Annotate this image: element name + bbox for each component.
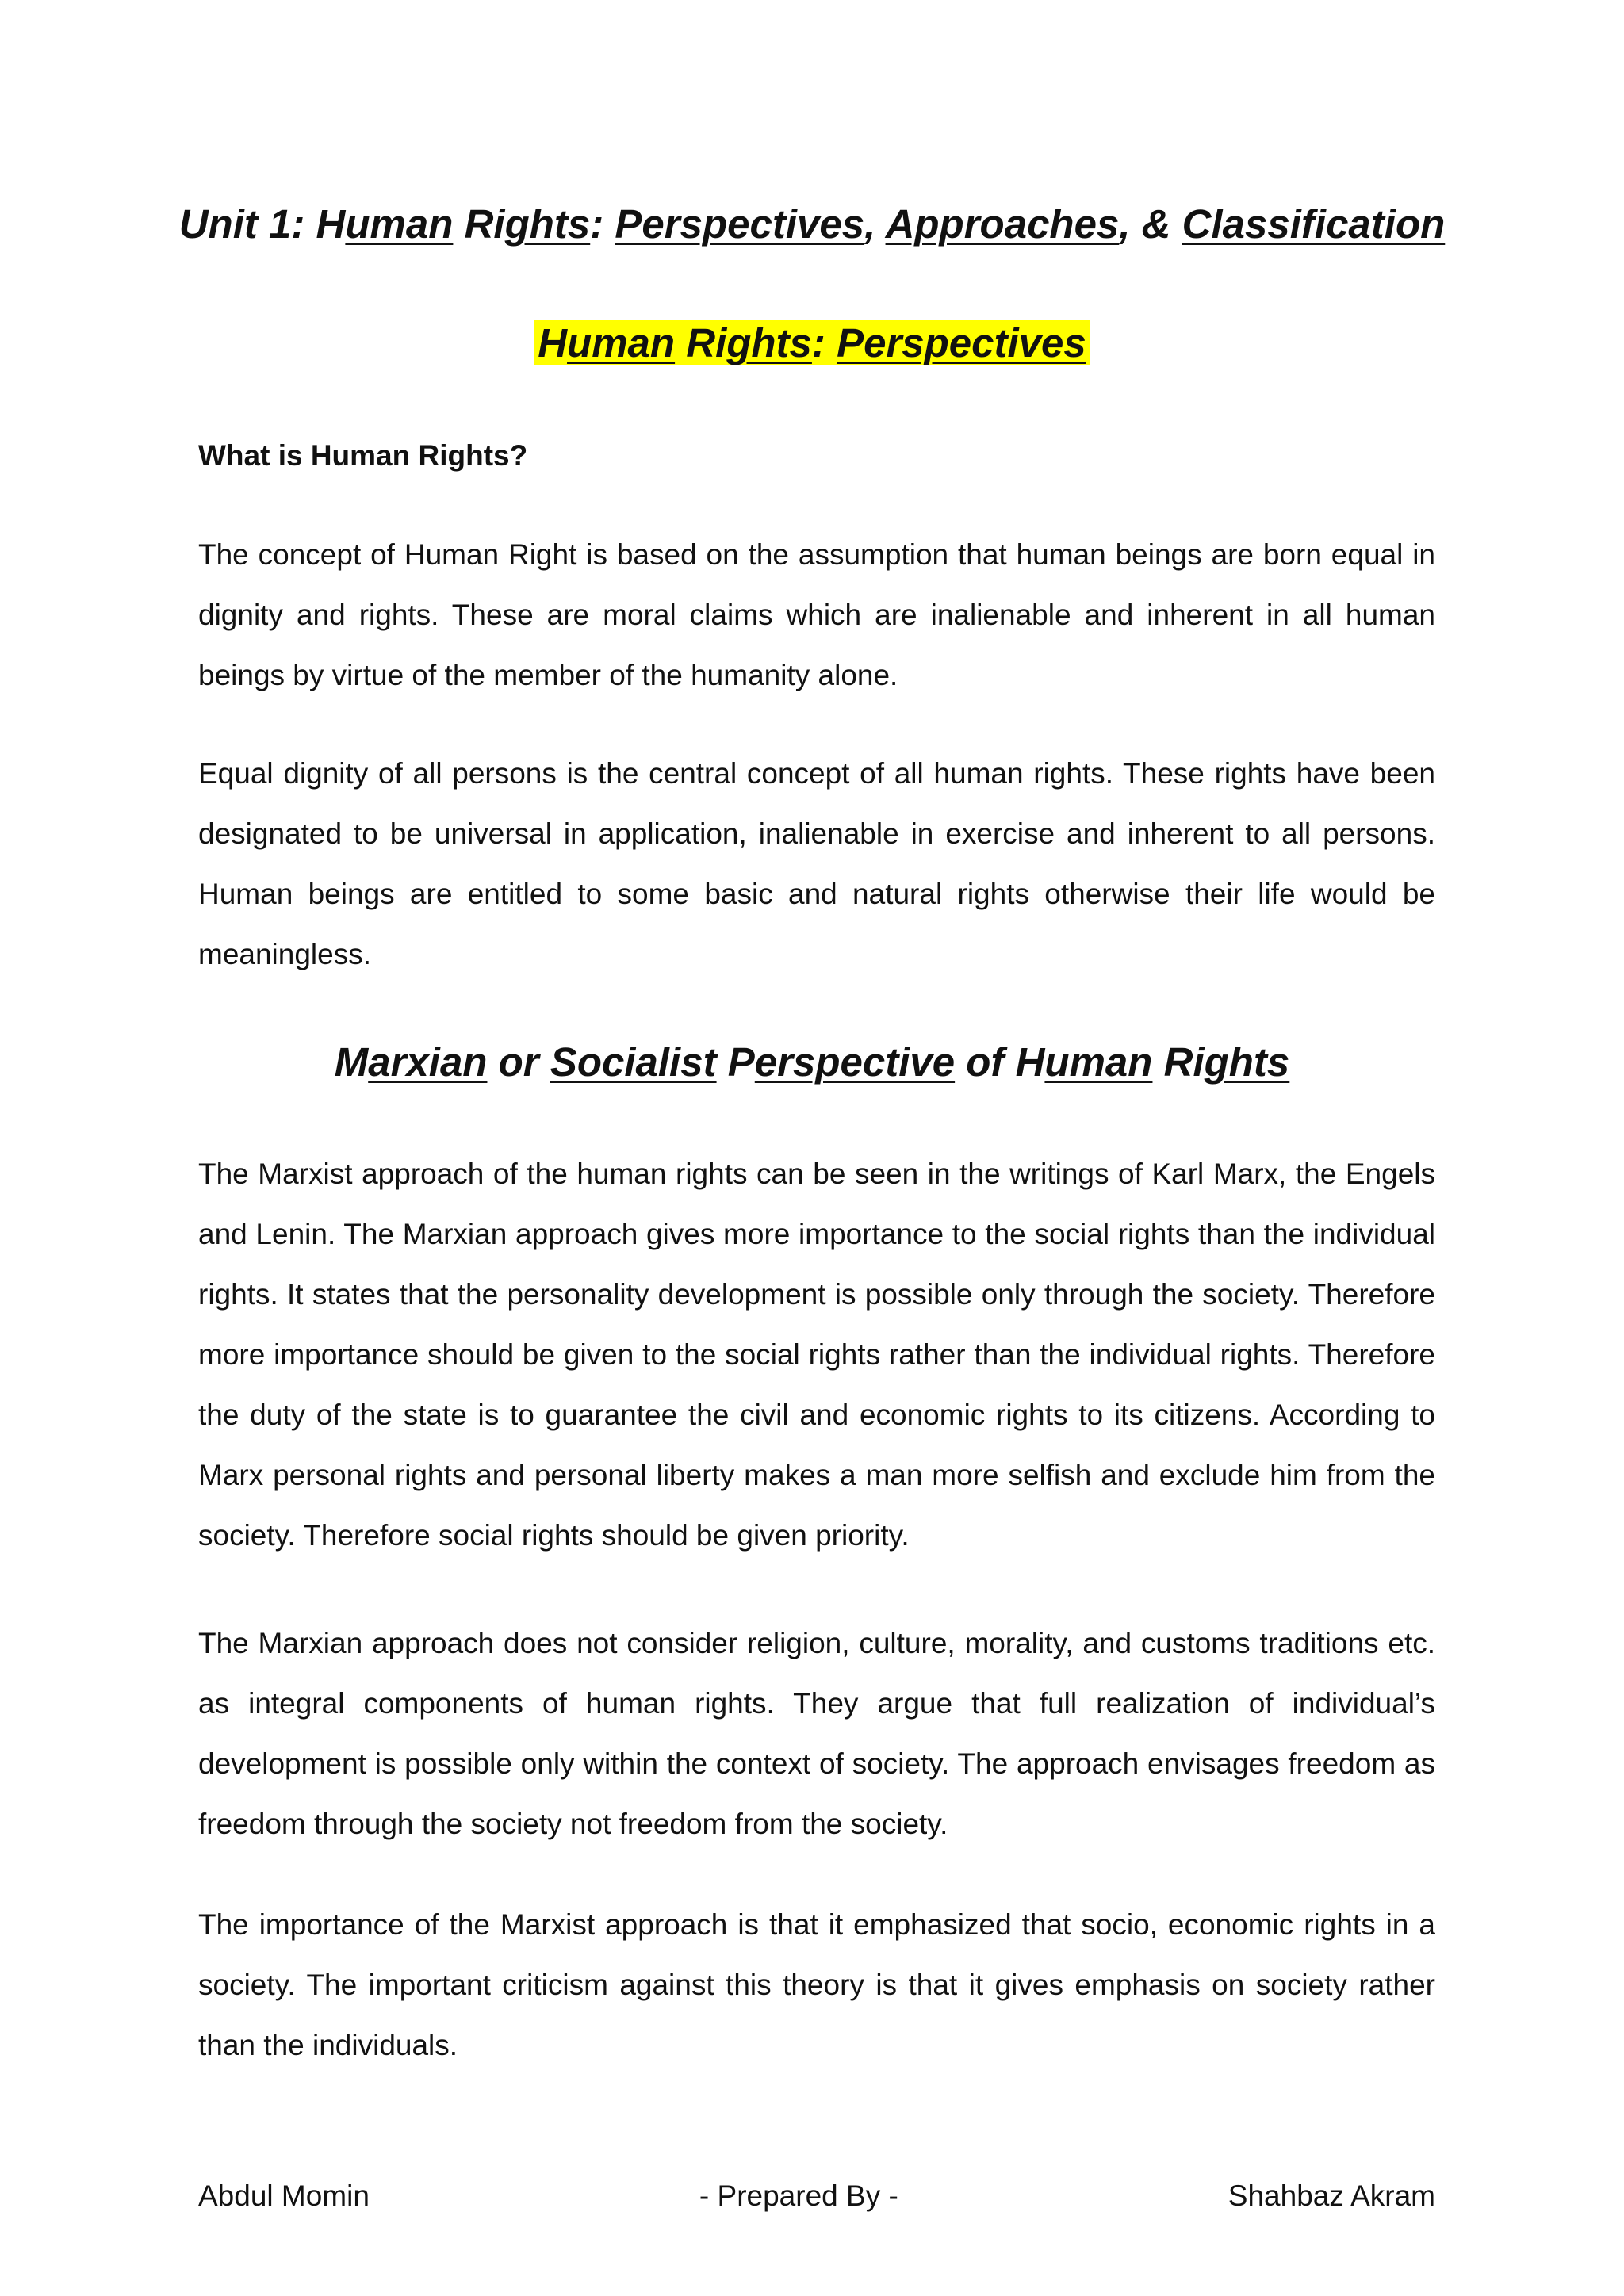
section-title-marxian: [0, 1035, 1624, 1090]
heading-segment: H: [538, 320, 568, 365]
heading-segment: , &: [1119, 201, 1182, 247]
heading-segment: ghts: [726, 320, 812, 365]
footer-author-left: Abdul Momin: [198, 2179, 370, 2212]
paragraph-marxist-approach: The Marxist approach of the human rights can be seen in the writings of Karl Marx, the Engels and Lenin. The Marxian approach gives more importance to the social rights than the individual rights. It states that the personality development is possible only through the society. Therefore more importance should be given to the social rights rather than the individual rights. Therefore the duty of the state is to guarantee the civil and economic rights to its citizens. According to Marx personal rights and personal liberty makes a man more selfish and exclude him from the society. Therefore social rights should be given priority.: [198, 1158, 1435, 1552]
heading-segment: or: [487, 1039, 550, 1085]
heading-segment: uman: [1044, 1039, 1153, 1085]
heading-segment: :: [811, 320, 837, 365]
footer-prepared-by: - Prepared By -: [699, 2179, 898, 2212]
heading-segment: ,: [864, 201, 886, 247]
heading-segment: ghts: [504, 201, 591, 247]
section-title-perspectives: [0, 316, 1624, 371]
heading-segment: :: [590, 201, 615, 247]
paragraph-concept: The concept of Human Right is based on the assumption that human beings are born equal in dignity and rights. These are moral claims which are inalienable and inherent in all human beings by virtue of the member of the humanity alone.: [198, 538, 1435, 691]
heading-segment: erspective: [754, 1039, 956, 1085]
heading-segment: P: [716, 1039, 755, 1085]
heading-segment: Classification: [1182, 201, 1446, 247]
paragraph-importance: The importance of the Marxist approach is that it emphasized that socio, economic rights in a society. The important criticism against this theory is that it gives emphasis on society rather than the individuals.: [198, 1908, 1435, 2061]
paragraph-marxian-religion: The Marxian approach does not consider religion, culture, morality, and customs traditions etc. as integral components of human rights. They argue that full realization of individual’s development is possible only within the context of society. The approach envisages freedom as freedom through the society not freedom from the society.: [198, 1627, 1435, 1840]
heading-segment: Socialist: [550, 1039, 717, 1085]
heading-segment: Perspectives: [615, 201, 865, 247]
heading-segment: M: [334, 1039, 369, 1085]
page-footer: [198, 2176, 1435, 2216]
paragraph-equal-dignity: Equal dignity of all persons is the central concept of all human rights. These rights have been designated to be universal in application, inalienable in exercise and inherent to all persons. Human beings are entitled to some basic and natural rights otherwise their life would be meaningless.: [198, 757, 1435, 970]
heading-segment: ghts: [1204, 1039, 1290, 1085]
heading-segment: Ri: [453, 201, 505, 247]
heading-segment: uman: [567, 320, 676, 365]
heading-segment: of H: [955, 1039, 1045, 1085]
unit-title: [0, 197, 1624, 252]
footer-author-right: Shahbaz Akram: [1228, 2179, 1435, 2212]
heading-segment: Approaches: [885, 201, 1120, 247]
heading-segment: Perspectives: [837, 320, 1086, 365]
heading-segment: Unit 1: H: [178, 201, 346, 247]
highlighted-heading: [534, 320, 1090, 365]
heading-segment: Ri: [675, 320, 727, 365]
subheading-what-is-human-rights: What is Human Rights?: [198, 439, 528, 472]
heading-segment: Ri: [1152, 1039, 1205, 1085]
heading-segment: arxian: [368, 1039, 488, 1085]
heading-segment: uman: [345, 201, 454, 247]
